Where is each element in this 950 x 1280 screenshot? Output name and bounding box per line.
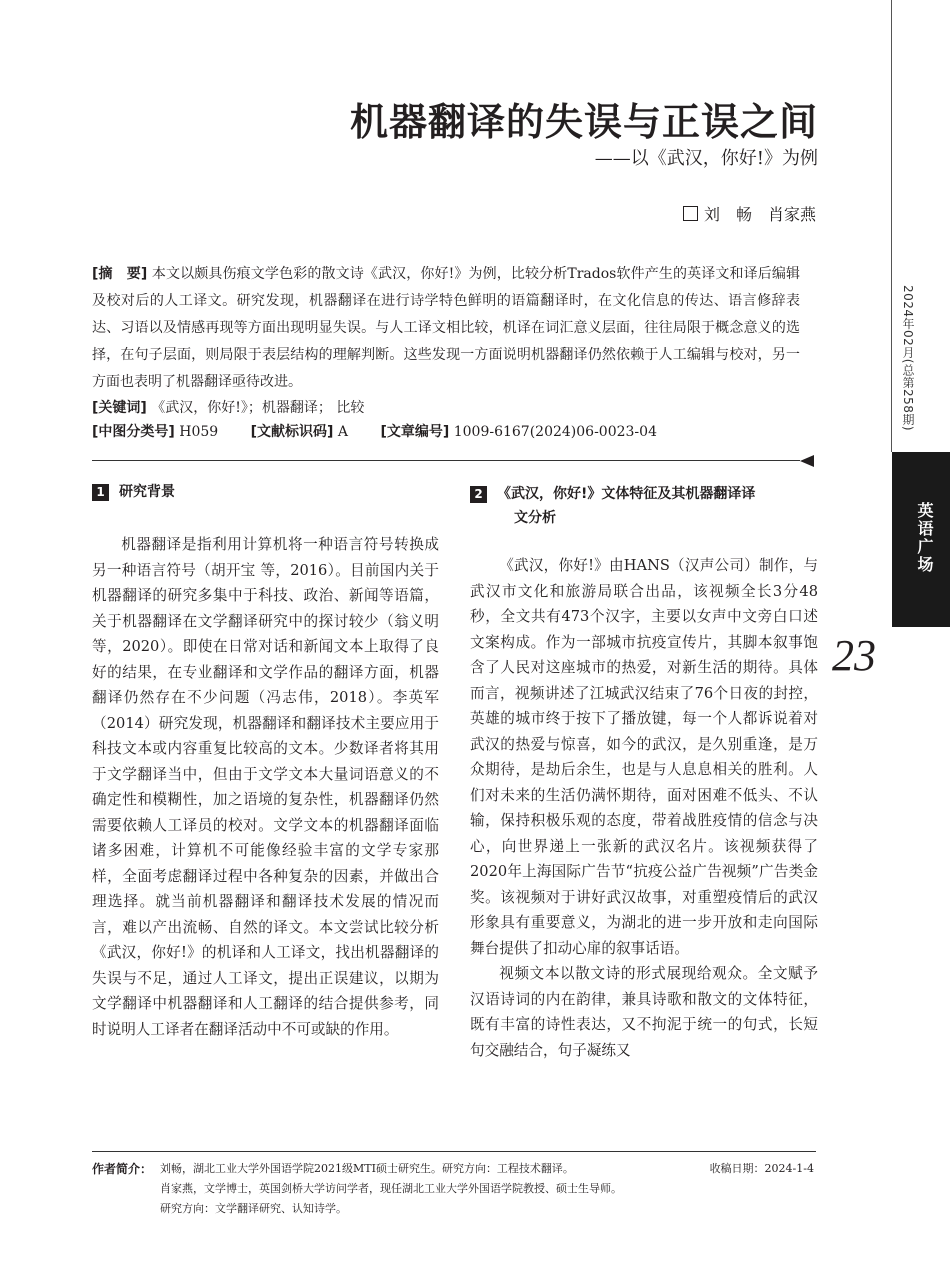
doc-code-label: [文献标识码] bbox=[250, 424, 334, 440]
page-number: 23 bbox=[832, 631, 876, 680]
paragraph: 机器翻译是指利用计算机将一种语言符号转换成另一种语言符号（胡开宝 等，2016）。目前国内关于机器翻译的研究多集中于科技、政治、新闻等语篇，关于机器翻译在文学翻译研究中的探讨较少（翁义明 等，2020）。即使在日常对话和新闻文本上取得了良好的结果，在专业翻译和文学作品的翻译方面，机器翻译仍然存在不少问题（冯志伟，2018）。李英军（2014）研究发现，机器翻译和翻译技术主要应用于科技文本或内容重复比较高的文本。少数译者将其用于文学翻译当中，但由于文学文本大量词语意义的不确定性和模糊性，加之语境的复杂性，机器翻译仍然需要依赖人工译员的校对。文学文本的机器翻译面临诸多困难，计算机不可能像经验丰富的文学专家那样，全面考虑翻译过程中各种复杂的因素，并做出合理选择。就当前机器翻译和翻译技术发展的情况而言，难以产出流畅、自然的译文。本文尝试比较分析《武汉，你好!》的机译和人工译文，找出机器翻译的失误与不足，通过人工译文，提出正误建议，以期为文学翻译中机器翻译和人工翻译的结合提供参考，同时说明人工译者在翻译活动中不可或缺的作用。 bbox=[92, 536, 439, 1038]
clc-value: H059 bbox=[179, 424, 219, 440]
author-line bbox=[480, 203, 816, 227]
abstract bbox=[92, 261, 800, 396]
author-bio: 刘畅，湖北工业大学外国语学院2021级MTI硕士研究生。研究方向：工程技术翻译。 bbox=[160, 1162, 574, 1175]
keywords-line bbox=[92, 397, 800, 419]
abstract-label: [摘 要] bbox=[92, 266, 148, 282]
footer-rule bbox=[92, 1151, 816, 1152]
section-heading-text-line2: 文分析 bbox=[514, 510, 556, 526]
article-subtitle: ——以《武汉，你好!》为例 bbox=[594, 148, 818, 169]
keywords-text: 《武汉，你好!》；机器翻译； 比较 bbox=[151, 400, 365, 416]
body-column-left bbox=[92, 532, 439, 1042]
section-heading-text: 研究背景 bbox=[119, 484, 175, 500]
square-icon bbox=[683, 206, 698, 221]
top-rule bbox=[92, 460, 800, 461]
classification-line bbox=[92, 421, 800, 443]
section-tab bbox=[892, 452, 950, 627]
section-label: 英语广场 bbox=[915, 502, 934, 574]
paragraph: 《武汉，你好!》由HANS（汉声公司）制作，与武汉市文化和旅游局联合出品，该视频全长3分48秒，全文共有473个汉字，主要以女声中文旁白口述文案构成。作为一部城市抗疫宣传片，其脚本叙事饱含了人民对这座城市的热爱，对新生活的期待。具体而言，视频讲述了江城武汉结束了76个日夜的封控，英雄的城市终于按下了播放键，每一个人都诉说着对武汉的热爱与惊喜，如今的武汉，是久别重逢，是万众期待，是劫后余生，也是与人息息相关的胜利。人们对未来的生活仍满怀期待，面对困难不低头、不认输，保持积极乐观的态度，带着战胜疫情的信念与决心，向世界递上一张新的武汉名片。该视频获得了2020年上海国际广告节“抗疫公益广告视频”广告类金奖。该视频对于讲好武汉故事，对重塑疫情后的武汉形象具有重要意义，为湖北的进一步开放和走向国际舞台提供了扣动心扉的叙事话语。 bbox=[470, 557, 818, 957]
section-heading-text: 《武汉，你好!》文体特征及其机器翻译译 bbox=[497, 486, 756, 502]
paragraph: 视频文本以散文诗的形式展现给观众。全文赋予汉语诗词的内在韵律，兼具诗歌和散文的文体特征，既有丰富的诗性表达，又不拘泥于统一的句式，长短句交融结合，句子凝练又 bbox=[470, 965, 818, 1059]
section-number-badge: 1 bbox=[92, 484, 109, 501]
clc-label: [中图分类号] bbox=[92, 424, 175, 440]
keywords-label: [关键词] bbox=[92, 400, 147, 416]
author-bio: 肖家燕，文学博士，英国剑桥大学访问学者，现任湖北工业大学外国语学院教授、硕士生导师。研究方向：文学翻译研究、认知诗学。 bbox=[160, 1182, 622, 1215]
issue-date: 2024年02月(总第258期) bbox=[901, 285, 915, 432]
article-title: 机器翻译的失误与正误之间 bbox=[349, 100, 818, 144]
section-number-badge: 2 bbox=[470, 486, 487, 503]
section-2-heading bbox=[470, 482, 818, 530]
author-names: 刘 畅 肖家燕 bbox=[703, 205, 816, 224]
author-bios bbox=[160, 1159, 630, 1219]
arrow-left-icon bbox=[800, 455, 814, 467]
abstract-text: 本文以颇具伤痕文学色彩的散文诗《武汉，你好!》为例，比较分析Trados软件产生的英译文和译后编辑及校对后的人工译文。研究发现，机器翻译在进行诗学特色鲜明的语篇翻译时，在文化信息的传达、语言修辞表达、习语以及情感再现等方面出现明显失误。与人工译文相比较，机译在词汇意义层面，往往局限于概念意义的选择，在句子层面，则局限于表层结构的理解判断。这些发现一方面说明机器翻译仍然依赖于人工编辑与校对，另一方面也表明了机器翻译亟待改进。 bbox=[92, 266, 801, 390]
received-date: 收稿日期：2024-1-4 bbox=[709, 1162, 814, 1175]
section-1-heading bbox=[92, 480, 440, 504]
body-column-right bbox=[470, 553, 818, 1063]
article-no-value: 1009-6167(2024)06-0023-04 bbox=[453, 424, 657, 440]
footer-label: 作者简介： bbox=[92, 1162, 153, 1176]
doc-code-value: A bbox=[337, 424, 349, 440]
article-no-label: [文章编号] bbox=[380, 424, 450, 440]
